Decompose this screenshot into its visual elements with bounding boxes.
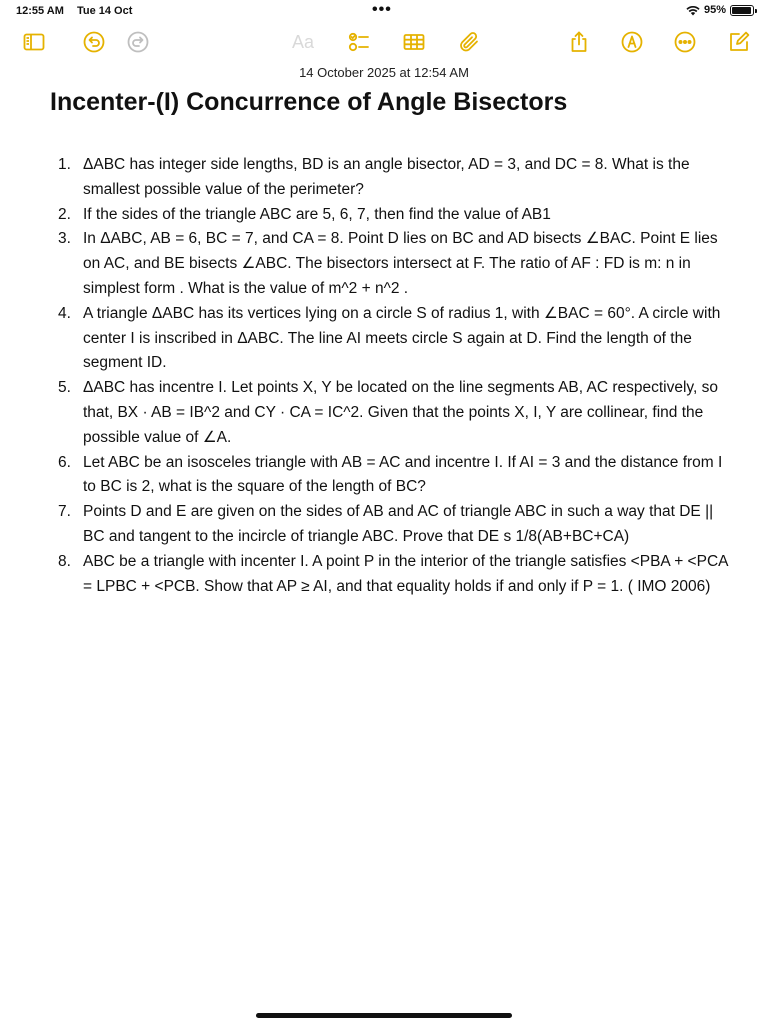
status-right [686, 4, 754, 16]
status-date: Tue 14 Oct [76, 5, 133, 17]
status-time-date [16, 5, 132, 17]
sidebar-button[interactable] [20, 28, 48, 56]
more-button[interactable] [671, 28, 699, 56]
list-item-text: A triangle ΔABC has its vertices lying on a circle S of radius 1, with ∠BAC = 60°. A circle with center I is inscribed in ΔABC. The line AI meets circle S again at D. Find the length of the segment ID. [83, 304, 721, 372]
list-item[interactable] [58, 302, 728, 376]
markup-button[interactable] [618, 28, 646, 56]
status-bar [0, 0, 768, 22]
home-indicator[interactable] [256, 1013, 512, 1018]
redo-button[interactable] [124, 28, 152, 56]
problem-list[interactable] [58, 153, 728, 599]
checklist-button[interactable] [345, 28, 373, 56]
compose-button[interactable] [725, 28, 753, 56]
list-item-number: 8. [58, 552, 71, 570]
list-item[interactable] [58, 153, 728, 203]
list-item[interactable] [58, 376, 728, 450]
share-icon [567, 30, 591, 54]
battery-icon [730, 5, 754, 16]
list-item[interactable] [58, 451, 728, 501]
list-item-number: 1. [58, 156, 71, 173]
list-item-text: If the sides of the triangle ABC are 5, 6, 7, then find the value of AB1 [83, 205, 551, 223]
status-time: 12:55 AM [16, 5, 64, 17]
undo-button[interactable] [80, 28, 108, 56]
wifi-icon [686, 5, 700, 16]
list-item-text: Points D and E are given on the sides of AB and AC of triangle ABC in such a way that DE || BC and tangent to the incircle of triangle ABC. Prove that DE s 1/8(AB+BC+CA) [83, 503, 714, 545]
table-button[interactable] [400, 28, 428, 56]
list-item-text: ABC be a triangle with incenter I. A point P in the interior of the triangle satisfies <PBA + <PCA = LPBC + <PCB. Show that AP ≥ AI, and that equality holds if and only if P = 1. ( IMO 2006) [83, 552, 728, 595]
list-item-number: 3. [58, 230, 71, 248]
redo-icon [126, 30, 150, 54]
sidebar-icon [22, 30, 46, 54]
list-item[interactable] [58, 227, 728, 301]
format-icon: Aa [291, 31, 315, 52]
attachment-icon [457, 30, 481, 54]
checklist-icon [347, 30, 371, 54]
undo-icon [82, 30, 106, 54]
multitasking-dots[interactable]: ••• [372, 1, 392, 18]
list-item[interactable] [58, 500, 728, 550]
more-icon [673, 30, 697, 54]
list-item-number: 6. [58, 453, 71, 471]
list-item-number: 4. [58, 304, 71, 322]
list-item[interactable] [58, 550, 728, 600]
note-date: 14 October 2025 at 12:54 AM [299, 65, 469, 80]
format-button[interactable] [288, 28, 318, 56]
list-item-number: 2. [58, 205, 71, 223]
battery-percent: 95% [703, 4, 726, 16]
list-item-number: 5. [58, 379, 71, 397]
markup-icon [620, 30, 644, 54]
list-item-number: 7. [58, 503, 71, 521]
list-item-text: ΔABC has integer side lengths, BD is an angle bisector, AD = 3, and DC = 8. What is the smallest possible value of the perimeter? [83, 156, 690, 198]
list-item-text: ΔABC has incentre I. Let points X, Y be located on the line segments AB, AC respectively, so that, BX · AB = IB^2 and CY · CA = IC^2. Given that the points X, I, Y are collinear, find the possible value of ∠A. [83, 379, 719, 446]
share-button[interactable] [565, 28, 593, 56]
list-item-text: In ΔABC, AB = 6, BC = 7, and CA = 8. Point D lies on BC and AD bisects ∠BAC. Point E lies on AC, and BE bisects ∠ABC. The bisectors intersect at F. The ratio of AF : FD is m: n in simplest form . What is the value of m^2 + n^2 . [83, 230, 718, 297]
note-title[interactable]: Incenter-(I) Concurrence of Angle Bisectors [50, 88, 568, 116]
battery-fill [732, 7, 751, 14]
list-item-text: Let ABC be an isosceles triangle with AB = AC and incentre I. If AI = 3 and the distance from I to BC is 2, what is the square of the length of BC? [83, 453, 723, 496]
compose-icon [727, 30, 751, 54]
table-icon [402, 30, 426, 54]
notes-toolbar [0, 28, 768, 58]
list-item[interactable] [58, 203, 728, 228]
attachment-button[interactable] [455, 28, 483, 56]
